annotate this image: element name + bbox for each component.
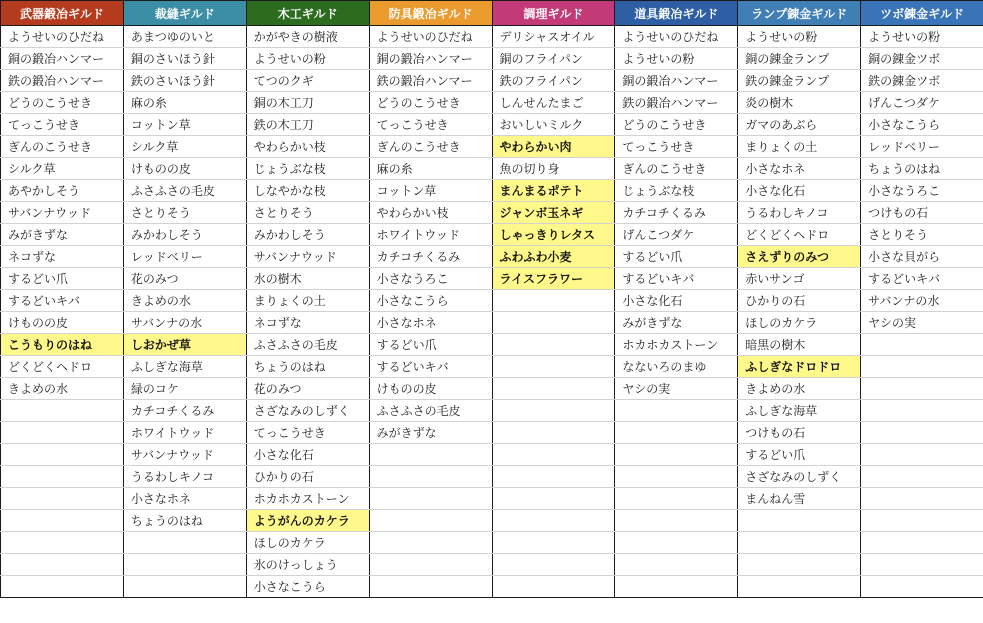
material-cell: 銅のさいほう針 (123, 48, 246, 70)
material-cell: 小さなうろこ (369, 268, 492, 290)
empty-cell (861, 444, 983, 466)
table-row (1, 334, 983, 356)
material-cell: 鉄のフライパン (492, 70, 615, 92)
material-cell: 小さな化石 (615, 290, 738, 312)
guild-header: 調理ギルド (492, 1, 615, 26)
material-cell: 小さなこうら (246, 576, 369, 598)
empty-cell (861, 422, 983, 444)
empty-cell (492, 466, 615, 488)
material-cell: 氷のけっしょう (246, 554, 369, 576)
material-cell: 魚の切り身 (492, 158, 615, 180)
table-row (1, 136, 983, 158)
material-cell: てっこうせき (246, 422, 369, 444)
material-cell: さえずりのみつ (738, 246, 861, 268)
material-cell: ようせいの粉 (861, 26, 983, 48)
material-cell: みがきずな (369, 422, 492, 444)
material-cell: 小さなこうら (861, 114, 983, 136)
material-cell: ようせいのひだね (1, 26, 124, 48)
material-cell: ひかりの石 (246, 466, 369, 488)
material-cell: するどい爪 (615, 246, 738, 268)
material-cell: てっこうせき (1, 114, 124, 136)
empty-cell (1, 444, 124, 466)
material-cell: どくどくヘドロ (1, 356, 124, 378)
material-cell: 小さな化石 (738, 180, 861, 202)
material-cell: けものの皮 (123, 158, 246, 180)
empty-cell (492, 334, 615, 356)
material-cell: するどいキバ (1, 290, 124, 312)
material-cell: 鉄の木工刀 (246, 114, 369, 136)
empty-cell (492, 400, 615, 422)
empty-cell (1, 554, 124, 576)
material-cell: こうもりのはね (1, 334, 124, 356)
material-cell: 鉄の鍛冶ハンマー (1, 70, 124, 92)
material-cell: サバンナウッド (123, 444, 246, 466)
material-cell: あまつゆのいと (123, 26, 246, 48)
material-cell: シルク草 (123, 136, 246, 158)
table-row (1, 290, 983, 312)
material-cell: ようせいのひだね (615, 26, 738, 48)
material-cell: 暗黒の樹木 (738, 334, 861, 356)
material-cell: 赤いサンゴ (738, 268, 861, 290)
material-cell: げんこつダケ (861, 92, 983, 114)
material-cell: デリシャスオイル (492, 26, 615, 48)
table-row (1, 422, 983, 444)
material-cell: 小さなこうら (369, 290, 492, 312)
material-cell: しおかぜ草 (123, 334, 246, 356)
material-cell: ふしぎな海草 (123, 356, 246, 378)
empty-cell (369, 532, 492, 554)
material-cell: シルク草 (1, 158, 124, 180)
material-cell: カチコチくるみ (123, 400, 246, 422)
material-cell: するどいキバ (861, 268, 983, 290)
empty-cell (369, 554, 492, 576)
material-cell: てっこうせき (369, 114, 492, 136)
material-cell: 銅の錬金ランプ (738, 48, 861, 70)
material-cell: ちょうのはね (123, 510, 246, 532)
table-row (1, 466, 983, 488)
material-cell: みかわしそう (123, 224, 246, 246)
material-cell: けものの皮 (1, 312, 124, 334)
material-cell: しんせんたまご (492, 92, 615, 114)
empty-cell (1, 576, 124, 598)
material-cell: まんまるポテト (492, 180, 615, 202)
empty-cell (861, 334, 983, 356)
material-cell: ライスフラワー (492, 268, 615, 290)
material-cell: サバンナの水 (123, 312, 246, 334)
material-cell: 銅の木工刀 (246, 92, 369, 114)
material-cell: 花のみつ (123, 268, 246, 290)
guild-header: 木工ギルド (246, 1, 369, 26)
material-cell: ふさふさの毛皮 (123, 180, 246, 202)
material-cell: ぎんのこうせき (369, 136, 492, 158)
empty-cell (615, 554, 738, 576)
material-cell: さざなみのしずく (738, 466, 861, 488)
empty-cell (1, 466, 124, 488)
empty-cell (369, 510, 492, 532)
material-cell: ふしぎな海草 (738, 400, 861, 422)
material-cell: じょうぶな枝 (615, 180, 738, 202)
empty-cell (492, 488, 615, 510)
empty-cell (615, 444, 738, 466)
table-row (1, 554, 983, 576)
material-cell: ぎんのこうせき (615, 158, 738, 180)
material-cell: ネコずな (1, 246, 124, 268)
empty-cell (492, 290, 615, 312)
table-row (1, 26, 983, 48)
table-row (1, 224, 983, 246)
material-cell: するどい爪 (369, 334, 492, 356)
guild-table-body (1, 26, 983, 598)
material-cell: 鉄の錬金ランプ (738, 70, 861, 92)
material-cell: ホワイトウッド (123, 422, 246, 444)
material-cell: サバンナの水 (861, 290, 983, 312)
material-cell: 炎の樹木 (738, 92, 861, 114)
material-cell: ふさふさの毛皮 (369, 400, 492, 422)
empty-cell (369, 444, 492, 466)
material-cell: ほしのカケラ (246, 532, 369, 554)
material-cell: まんねん雪 (738, 488, 861, 510)
material-cell: 緑のコケ (123, 378, 246, 400)
empty-cell (492, 576, 615, 598)
empty-cell (369, 488, 492, 510)
material-cell: てつのクギ (246, 70, 369, 92)
material-cell: みがきずな (1, 224, 124, 246)
material-cell: カチコチくるみ (615, 202, 738, 224)
material-cell: どうのこうせき (369, 92, 492, 114)
material-cell: 銅の錬金ツボ (861, 48, 983, 70)
material-cell: やわらかい枝 (369, 202, 492, 224)
material-cell: 小さなホネ (738, 158, 861, 180)
table-row (1, 312, 983, 334)
material-cell: するどい爪 (738, 444, 861, 466)
material-cell: あやかしそう (1, 180, 124, 202)
empty-cell (861, 378, 983, 400)
material-cell: てっこうせき (615, 136, 738, 158)
empty-cell (492, 554, 615, 576)
table-row (1, 510, 983, 532)
material-cell: きよめの水 (123, 290, 246, 312)
material-cell: つけもの石 (861, 202, 983, 224)
material-cell: みかわしそう (246, 224, 369, 246)
empty-cell (492, 356, 615, 378)
empty-cell (1, 532, 124, 554)
material-cell: なないろのまゆ (615, 356, 738, 378)
material-cell: どうのこうせき (615, 114, 738, 136)
table-row (1, 48, 983, 70)
empty-cell (615, 532, 738, 554)
material-cell: するどいキバ (369, 356, 492, 378)
material-cell: 花のみつ (246, 378, 369, 400)
material-cell: さとりそう (123, 202, 246, 224)
table-row (1, 378, 983, 400)
table-row (1, 268, 983, 290)
empty-cell (492, 422, 615, 444)
material-cell: するどいキバ (615, 268, 738, 290)
empty-cell (123, 532, 246, 554)
material-cell: ヤシの実 (615, 378, 738, 400)
table-row (1, 356, 983, 378)
material-cell: かがやきの樹液 (246, 26, 369, 48)
material-cell: ホカホカストーン (246, 488, 369, 510)
empty-cell (861, 554, 983, 576)
material-cell: 小さな化石 (246, 444, 369, 466)
material-cell: レッドベリー (123, 246, 246, 268)
empty-cell (369, 576, 492, 598)
empty-cell (861, 576, 983, 598)
material-cell: ようせいの粉 (246, 48, 369, 70)
table-row (1, 92, 983, 114)
material-cell: さとりそう (246, 202, 369, 224)
empty-cell (615, 466, 738, 488)
guild-header-row (1, 1, 983, 26)
material-cell: げんこつダケ (615, 224, 738, 246)
material-cell: 銅の鍛冶ハンマー (1, 48, 124, 70)
empty-cell (615, 576, 738, 598)
material-cell: 鉄の錬金ツボ (861, 70, 983, 92)
empty-cell (123, 554, 246, 576)
material-cell: ちょうのはね (861, 158, 983, 180)
material-cell: ようせいの粉 (738, 26, 861, 48)
material-cell: ぎんのこうせき (1, 136, 124, 158)
material-cell: 鉄の鍛冶ハンマー (615, 92, 738, 114)
material-cell: コットン草 (123, 114, 246, 136)
material-cell: ほしのカケラ (738, 312, 861, 334)
material-cell: ようがんのカケラ (246, 510, 369, 532)
material-cell: ふしぎなドロドロ (738, 356, 861, 378)
material-cell: ひかりの石 (738, 290, 861, 312)
empty-cell (1, 422, 124, 444)
empty-cell (615, 510, 738, 532)
material-cell: ホワイトウッド (369, 224, 492, 246)
material-cell: 小さなうろこ (861, 180, 983, 202)
table-row (1, 488, 983, 510)
material-cell: ちょうのはね (246, 356, 369, 378)
empty-cell (738, 576, 861, 598)
material-cell: コットン草 (369, 180, 492, 202)
material-cell: やわらかい枝 (246, 136, 369, 158)
material-cell: きよめの水 (738, 378, 861, 400)
material-cell: ホカホカストーン (615, 334, 738, 356)
empty-cell (1, 510, 124, 532)
material-cell: 銅のフライパン (492, 48, 615, 70)
material-cell: じょうぶな枝 (246, 158, 369, 180)
material-cell: 水の樹木 (246, 268, 369, 290)
material-cell: 麻の糸 (123, 92, 246, 114)
empty-cell (492, 532, 615, 554)
material-cell: ガマのあぶら (738, 114, 861, 136)
empty-cell (1, 400, 124, 422)
guild-header: 裁縫ギルド (123, 1, 246, 26)
empty-cell (861, 466, 983, 488)
material-cell: まりょくの土 (738, 136, 861, 158)
material-cell: 鉄のさいほう針 (123, 70, 246, 92)
material-cell: けものの皮 (369, 378, 492, 400)
empty-cell (492, 378, 615, 400)
material-cell: つけもの石 (738, 422, 861, 444)
empty-cell (369, 466, 492, 488)
material-cell: ふわふわ小麦 (492, 246, 615, 268)
material-cell: レッドベリー (861, 136, 983, 158)
material-cell: しゃっきりレタス (492, 224, 615, 246)
material-cell: 麻の糸 (369, 158, 492, 180)
empty-cell (738, 554, 861, 576)
table-row (1, 114, 983, 136)
material-cell: やわらかい肉 (492, 136, 615, 158)
material-cell: ようせいの粉 (615, 48, 738, 70)
material-cell: まりょくの土 (246, 290, 369, 312)
table-row (1, 400, 983, 422)
material-cell: さざなみのしずく (246, 400, 369, 422)
material-cell: きよめの水 (1, 378, 124, 400)
table-row (1, 70, 983, 92)
material-cell: どくどくヘドロ (738, 224, 861, 246)
empty-cell (861, 356, 983, 378)
material-cell: ようせいのひだね (369, 26, 492, 48)
table-row (1, 532, 983, 554)
material-cell: ふさふさの毛皮 (246, 334, 369, 356)
material-cell: さとりそう (861, 224, 983, 246)
table-row (1, 180, 983, 202)
empty-cell (123, 576, 246, 598)
material-cell: うるわしキノコ (738, 202, 861, 224)
material-cell: 小さなホネ (369, 312, 492, 334)
guild-header: ランプ錬金ギルド (738, 1, 861, 26)
material-cell: ジャンボ玉ネギ (492, 202, 615, 224)
empty-cell (615, 400, 738, 422)
material-cell: ネコずな (246, 312, 369, 334)
table-row (1, 202, 983, 224)
empty-cell (861, 510, 983, 532)
material-cell: サバンナウッド (246, 246, 369, 268)
guild-header: 防具鍛冶ギルド (369, 1, 492, 26)
guild-header: ツボ錬金ギルド (861, 1, 983, 26)
material-cell: カチコチくるみ (369, 246, 492, 268)
empty-cell (1, 488, 124, 510)
table-row (1, 158, 983, 180)
empty-cell (738, 510, 861, 532)
empty-cell (492, 444, 615, 466)
material-cell: するどい爪 (1, 268, 124, 290)
material-cell: うるわしキノコ (123, 466, 246, 488)
material-cell: みがきずな (615, 312, 738, 334)
material-cell: サバンナウッド (1, 202, 124, 224)
table-row (1, 576, 983, 598)
material-cell: しなやかな枝 (246, 180, 369, 202)
material-cell: おいしいミルク (492, 114, 615, 136)
guild-header: 道具鍛冶ギルド (615, 1, 738, 26)
table-row (1, 246, 983, 268)
material-cell: どうのこうせき (1, 92, 124, 114)
empty-cell (861, 532, 983, 554)
material-cell: 小さな貝がら (861, 246, 983, 268)
table-row (1, 444, 983, 466)
material-cell: ヤシの実 (861, 312, 983, 334)
material-cell: 小さなホネ (123, 488, 246, 510)
empty-cell (861, 400, 983, 422)
empty-cell (615, 488, 738, 510)
guild-header: 武器鍛冶ギルド (1, 1, 124, 26)
material-cell: 鉄の鍛冶ハンマー (369, 70, 492, 92)
empty-cell (861, 488, 983, 510)
empty-cell (738, 532, 861, 554)
empty-cell (492, 510, 615, 532)
empty-cell (615, 422, 738, 444)
empty-cell (492, 312, 615, 334)
material-cell: 銅の鍛冶ハンマー (615, 70, 738, 92)
material-cell: 銅の鍛冶ハンマー (369, 48, 492, 70)
